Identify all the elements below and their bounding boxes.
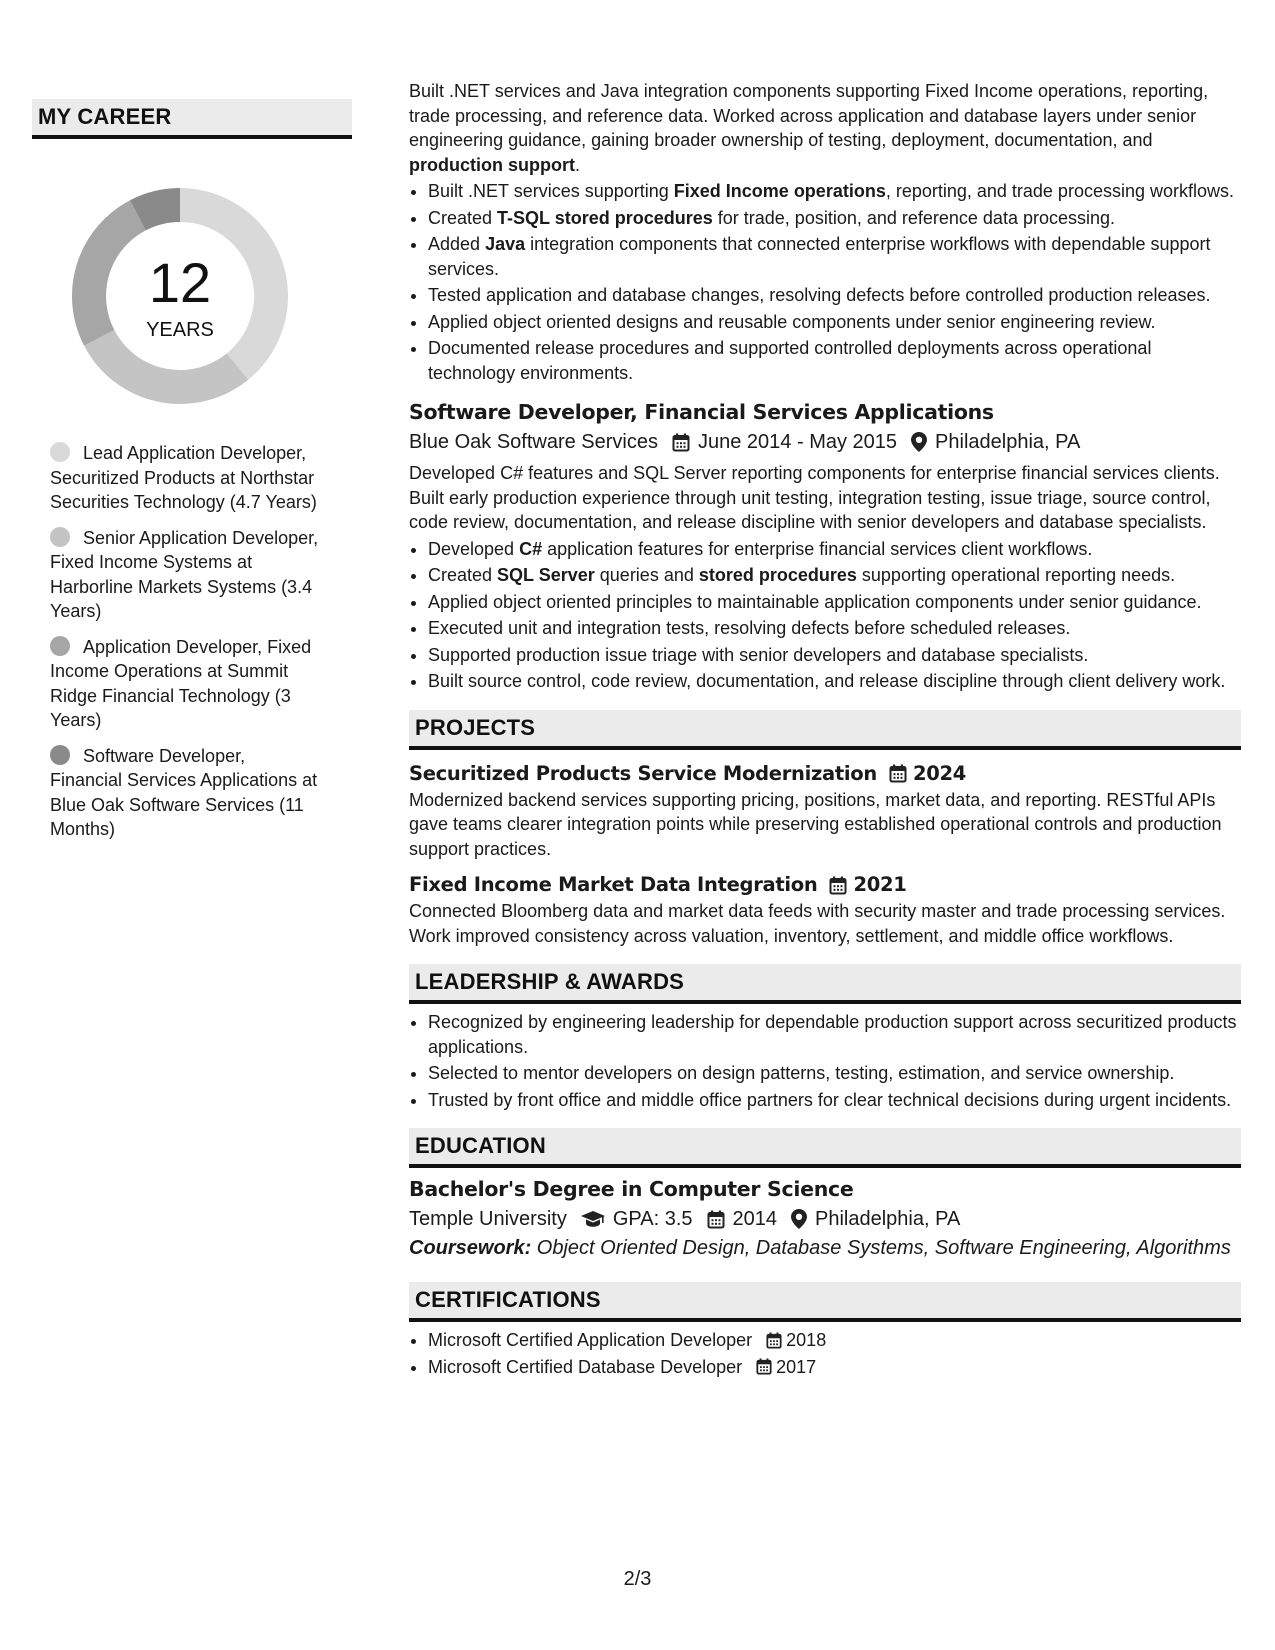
main-content xyxy=(409,79,1241,1381)
job-dates: June 2014 - May 2015 xyxy=(698,431,898,453)
bold-keyword: stored procedures xyxy=(698,565,857,585)
bold-keyword: T-SQL stored procedures xyxy=(497,207,713,228)
education-section xyxy=(409,1128,1241,1262)
text-run: Created xyxy=(428,207,498,228)
leadership-list xyxy=(409,1010,1241,1112)
previous-job-bullets xyxy=(409,179,1241,385)
text-run: Documented release procedures and supported controlled deployments across operational technology environments. xyxy=(428,338,1152,383)
legend-label: Lead Application Developer, Securitized Products at Northstar Securities Technology (4.7 Years) xyxy=(50,443,317,512)
coursework-label: Coursework: xyxy=(409,1237,532,1259)
school-location: Philadelphia, PA xyxy=(815,1208,961,1230)
education-meta xyxy=(409,1204,1241,1234)
legend-dot xyxy=(50,527,70,547)
text-run: for trade, position, and reference data processing. xyxy=(712,207,1116,228)
project-title: Fixed Income Market Data Integration xyxy=(409,873,818,896)
bold-keyword: production support xyxy=(409,154,575,175)
bullet-item xyxy=(428,537,1241,562)
text-run: Built .NET services supporting xyxy=(428,181,674,201)
calendar-icon xyxy=(829,876,847,895)
leadership-item: • Trusted by front office and middle office partners for clear technical decisions during urgent incidents. xyxy=(428,1088,1241,1113)
text-run: Added xyxy=(428,234,486,254)
career-legend xyxy=(50,441,320,842)
calendar-icon xyxy=(889,764,907,783)
job-location: Philadelphia, PA xyxy=(935,431,1081,453)
job-title: Software Developer, Financial Services Applications xyxy=(409,400,994,424)
certification-name: • Microsoft Certified Application Developer xyxy=(428,1330,753,1350)
project-description: Modernized backend services supporting pricing, positions, market data, and reporting. RESTful APIs gave teams clearer integration points while preserving established operational controls and production support practices. xyxy=(409,789,1222,859)
text-run: . xyxy=(574,154,580,175)
legend-dot xyxy=(50,442,70,462)
certifications-list xyxy=(409,1328,1241,1379)
legend-label: Application Developer, Fixed Income Operations at Summit Ridge Financial Technology (3 Years) xyxy=(50,636,312,730)
section-heading-education: EDUCATION xyxy=(409,1128,1241,1168)
career-legend-item xyxy=(50,526,320,624)
coursework-list: Object Oriented Design, Database Systems, Software Engineering, Algorithms xyxy=(531,1237,1231,1259)
text-run: , reporting, and trade processing workflows. xyxy=(885,181,1234,201)
certification-year: 2017 xyxy=(776,1356,817,1377)
text-run: Built source control, code review, documentation, and release discipline through client delivery work. xyxy=(428,671,1226,691)
certification-year: 2018 xyxy=(786,1330,827,1350)
job-bullets xyxy=(409,537,1241,694)
text-run: Applied object oriented designs and reusable components under senior engineering review. xyxy=(428,311,1156,332)
text-run: application features for enterprise financial services client workflows. xyxy=(542,538,1093,559)
certifications-section xyxy=(409,1282,1241,1379)
leadership-item: • Selected to mentor developers on design patterns, testing, estimation, and service ownership. xyxy=(428,1061,1241,1086)
page-number: 2/3 xyxy=(623,1568,652,1590)
project-title-row xyxy=(409,760,1241,788)
sidebar xyxy=(32,99,352,853)
coursework xyxy=(409,1234,1241,1262)
career-legend-item xyxy=(50,635,320,733)
text-run: supporting operational reporting needs. xyxy=(856,565,1176,585)
legend-dot xyxy=(50,636,70,656)
map-pin-icon xyxy=(911,432,927,452)
calendar-icon xyxy=(766,1332,782,1349)
project-description: Connected Bloomberg data and market data feeds with security master and trade processing services. Work improved consistency across valuation, inventory, settlement, and middle office workflows. xyxy=(409,901,1226,946)
donut-segment xyxy=(99,338,237,387)
bullet-item xyxy=(428,206,1241,231)
leadership-section xyxy=(409,964,1241,1112)
calendar-icon xyxy=(672,433,690,452)
bullet-item xyxy=(428,232,1241,281)
project-item xyxy=(409,760,1241,862)
bullet-item xyxy=(428,616,1241,641)
section-heading-certifications: CERTIFICATIONS xyxy=(409,1282,1241,1322)
bullet-item xyxy=(428,669,1241,694)
previous-job-summary xyxy=(409,79,1241,177)
certification-name: • Microsoft Certified Database Developer xyxy=(428,1356,743,1377)
career-donut-chart xyxy=(65,181,295,411)
text-run: Tested application and database changes, resolving defects before controlled production releases. xyxy=(428,285,1211,305)
donut-segment xyxy=(138,205,180,215)
section-heading-career: MY CAREER xyxy=(32,99,352,139)
job-meta xyxy=(409,427,1241,457)
project-year: 2021 xyxy=(853,873,907,896)
school-name: Temple University xyxy=(409,1208,567,1230)
text-run: queries and xyxy=(594,565,699,585)
bold-keyword: Java xyxy=(485,234,526,254)
text-run: Supported production issue triage with senior developers and database specialists. xyxy=(428,644,1089,665)
graduation-cap-icon xyxy=(581,1210,605,1228)
project-title: Securitized Products Service Modernization xyxy=(409,761,877,785)
projects-section xyxy=(409,710,1241,949)
calendar-icon xyxy=(707,1210,725,1229)
certification-item xyxy=(428,1328,1241,1353)
total-years-unit: YEARS xyxy=(146,319,214,341)
graduation-year: 2014 xyxy=(732,1208,777,1230)
bullet-item xyxy=(428,563,1241,588)
company-name: Blue Oak Software Services xyxy=(409,431,658,453)
legend-label: Senior Application Developer, Fixed Income Systems at Harborline Markets Systems (3.4 Years) xyxy=(50,527,319,621)
legend-dot xyxy=(50,745,70,765)
bullet-item xyxy=(428,283,1241,308)
job-summary: Developed C# features and SQL Server reporting components for enterprise financial services clients. Built early production experience through unit testing, integration testing, issue triage, source control, code review, documentation, and release discipline with senior developers and database specialists. xyxy=(409,463,1220,532)
bullet-item xyxy=(428,590,1241,615)
section-heading-projects: PROJECTS xyxy=(409,710,1241,750)
degree-title: Bachelor's Degree in Computer Science xyxy=(409,1177,854,1201)
gpa: GPA: 3.5 xyxy=(612,1208,693,1230)
bullet-item xyxy=(428,643,1241,668)
calendar-icon xyxy=(756,1358,772,1375)
bold-keyword: C# xyxy=(519,538,543,559)
bold-keyword: Fixed Income operations xyxy=(673,181,886,201)
text-run: Executed unit and integration tests, resolving defects before scheduled releases. xyxy=(428,618,1071,638)
leadership-item: • Recognized by engineering leadership for dependable production support across securitized products applications. xyxy=(428,1010,1241,1059)
legend-label: Software Developer, Financial Services Applications at Blue Oak Software Services (11 Months) xyxy=(50,745,318,839)
career-legend-item xyxy=(50,744,320,842)
section-heading-leadership: LEADERSHIP & AWARDS xyxy=(409,964,1241,1004)
text-run: Built .NET services and Java integration components supporting Fixed Income operations, reporting, trade processing, and reference data. Worked across application and database layers under senior engineering guidance, gaining broader ownership of testing, deployment, documentation, and xyxy=(409,81,1209,150)
text-run: integration components that connected enterprise workflows with dependable support services. xyxy=(428,234,1211,279)
map-pin-icon xyxy=(791,1209,807,1229)
project-item xyxy=(409,871,1241,948)
text-run: Applied object oriented principles to maintainable application components under senior guidance. xyxy=(428,591,1202,612)
bullet-item xyxy=(428,336,1241,385)
bold-keyword: SQL Server xyxy=(497,565,595,585)
text-run: Developed xyxy=(428,538,520,559)
career-legend-item xyxy=(50,441,320,515)
bullet-item xyxy=(428,310,1241,335)
certification-item xyxy=(428,1355,1241,1380)
project-year: 2024 xyxy=(912,761,967,785)
total-years-number: 12 xyxy=(148,251,212,314)
project-title-row xyxy=(409,871,1241,899)
text-run: Created xyxy=(428,565,498,585)
bullet-item xyxy=(428,179,1241,204)
